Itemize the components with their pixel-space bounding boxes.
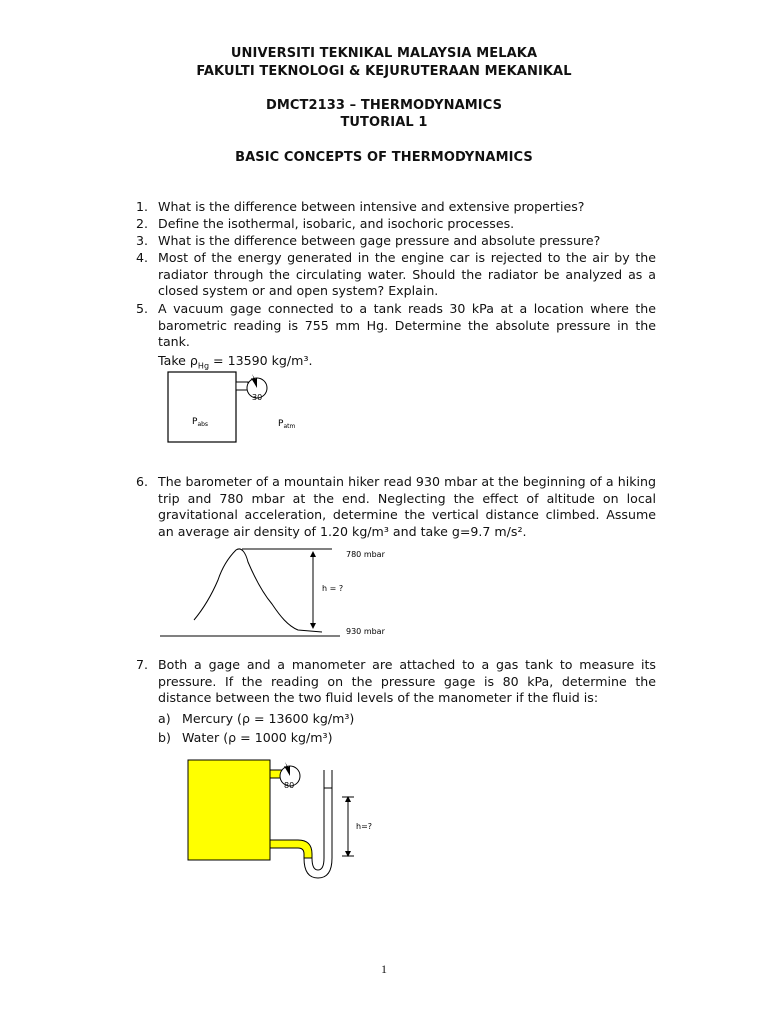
- question-7: [136, 657, 656, 707]
- question-number: 2.: [136, 216, 149, 231]
- manometer-tube-inner: [312, 770, 324, 870]
- option-label: a): [158, 711, 171, 726]
- question-number: 1.: [136, 199, 149, 214]
- p-abs-subscript: abs: [197, 421, 209, 428]
- option-text: Mercury (ρ = 13600 kg/m³): [182, 711, 355, 726]
- density-prefix: Take ρ: [158, 352, 198, 368]
- question-text: Most of the energy generated in the engine car is rejected to the air by the radiator through the circulating water. Should the radiator be analyzed as a closed system or and open system? Explain.: [158, 250, 656, 299]
- option-b: [158, 730, 333, 747]
- mountain-outline: [194, 549, 322, 632]
- gauge-reading: 30: [252, 393, 263, 402]
- faculty-name: FAKULTI TEKNOLOGI & KEJURUTERAAN MEKANIKAL: [196, 64, 572, 79]
- option-text: Water (ρ = 1000 kg/m³): [182, 730, 333, 745]
- summit-pressure-label: 780 mbar: [346, 550, 385, 559]
- university-name: UNIVERSITI TEKNIKAL MALAYSIA MELAKA: [230, 46, 538, 61]
- question-5: [136, 301, 656, 375]
- course-title: DMCT2133 – THERMODYNAMICS: [265, 98, 503, 113]
- tank-outline: [168, 372, 236, 442]
- question-number: 6.: [136, 474, 149, 489]
- mountain-figure: [156, 542, 406, 642]
- p-atm-subscript: atm: [283, 423, 296, 430]
- question-number: 7.: [136, 657, 149, 672]
- vacuum-tank-figure: [160, 366, 320, 450]
- gas-tank: [188, 760, 270, 860]
- question-3: [136, 233, 656, 250]
- gauge-connector: [236, 382, 248, 390]
- question-number: 5.: [136, 301, 149, 316]
- height-label: h = ?: [322, 584, 344, 593]
- question-4: [136, 250, 656, 300]
- base-pressure-label: 930 mbar: [346, 627, 385, 636]
- tutorial-title: TUTORIAL 1: [340, 115, 428, 130]
- question-text: The barometer of a mountain hiker read 930 mbar at the beginning of a hiking trip and 780 mbar at the end. Neglecting the effect of altitude on local gravitational acceleration, determine the vertical distance climbed. Assume an average air density of 1.20 kg/m³ and take g=9.7 m/s².: [158, 474, 656, 539]
- question-text: Both a gage and a manometer are attached to a gas tank to measure its pressure. If the reading on the pressure gage is 80 kPa, determine the distance between the two fluid levels of the manometer if the fluid is:: [158, 657, 656, 706]
- question-number: 4.: [136, 250, 149, 265]
- topic-title: BASIC CONCEPTS OF THERMODYNAMICS: [235, 150, 533, 165]
- density-subscript: Hg: [197, 361, 210, 371]
- arrow-head-up-icon: [310, 551, 316, 557]
- question-text: What is the difference between gage pressure and absolute pressure?: [158, 233, 601, 248]
- gas-tank-manometer-figure: [180, 754, 400, 884]
- question-1: [136, 199, 656, 216]
- connecting-pipe: [270, 840, 312, 858]
- p-atm-label: [278, 419, 295, 430]
- question-text: Define the isothermal, isobaric, and isochoric processes.: [158, 216, 515, 231]
- question-text: A vacuum gage connected to a tank reads 30 kPa at a location where the barometric reading is 755 mm Hg. Determine the absolute pressure in the tank.: [158, 301, 656, 350]
- arrow-head-down-icon: [310, 623, 316, 629]
- manometer-tube-outer: [304, 770, 332, 878]
- height-label: h=?: [356, 822, 373, 831]
- gauge-reading: 80: [284, 781, 295, 790]
- page-number: 1: [381, 962, 387, 976]
- p-atm-letter: P: [278, 419, 284, 429]
- option-label: b): [158, 730, 171, 745]
- question-text: What is the difference between intensive and extensive properties?: [158, 199, 585, 214]
- p-abs-letter: P: [192, 417, 198, 427]
- density-value: = 13590 kg/m³.: [209, 352, 313, 368]
- option-a: [158, 711, 354, 728]
- question-6: [136, 474, 656, 540]
- question-number: 3.: [136, 233, 149, 248]
- question-2: [136, 216, 656, 233]
